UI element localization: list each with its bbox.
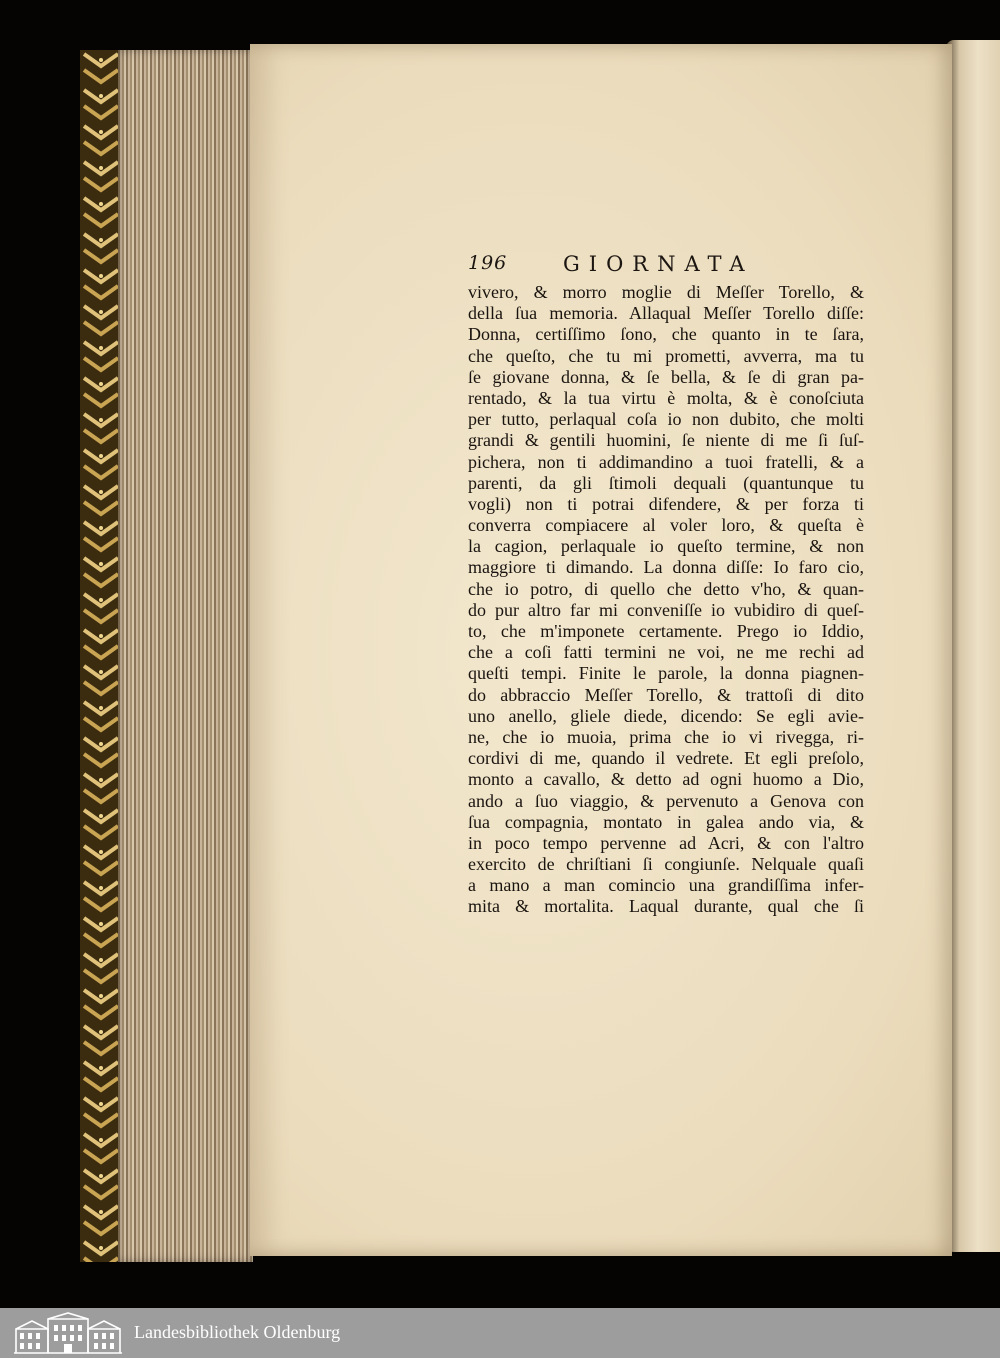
facing-page-edge (946, 40, 1000, 1252)
text-line: rentado, & la tua virtu è molta, & è conoſciuta (468, 387, 864, 408)
body-text (468, 282, 864, 918)
text-line: della ſua memoria. Allaqual Meſſer Torello diſſe: (468, 303, 864, 324)
page-edges (118, 50, 253, 1262)
text-line: pichera, non ti addimandino a tuoi fratelli, & a (468, 451, 864, 472)
text-line: in poco tempo pervenne ad Acri, & con l'altro (468, 832, 864, 853)
text-line: uno anello, gliele diede, dicendo: Se egli avie- (468, 705, 864, 726)
text-line: converra compiacere al voler loro, & queſta è (468, 515, 864, 536)
text-line: ſe giovane donna, & ſe bella, & ſe di gran pa- (468, 366, 864, 387)
text-line: do abbraccio Meſſer Torello, & trattoſi di dito (468, 684, 864, 705)
page-number: 196 (468, 252, 508, 274)
text-line: ne, che io muoia, prima che io vi rivegga, ri- (468, 726, 864, 747)
text-line: mita & mortalita. Laqual durante, qual che ſi (468, 896, 864, 917)
page-header (468, 252, 860, 280)
text-line: vogli) non ti potrai difendere, & per forza ti (468, 493, 864, 514)
text-line: che queſto, che tu mi prometti, avverra, ma tu (468, 345, 864, 366)
text-line: queſti tempi. Finite le parole, la donna piagnen- (468, 663, 864, 684)
text-line: exercito de chriſtiani ſi congiunſe. Nelquale quaſi (468, 854, 864, 875)
text-line: ando a ſuo viaggio, & pervenuto a Genova con (468, 790, 864, 811)
gilt-spine-edge (80, 50, 122, 1262)
text-line: Donna, certiſſimo ſono, che quanto in te ſara, (468, 324, 864, 345)
text-line: per tutto, perlaqual coſa io non dubito, che molti (468, 409, 864, 430)
text-line: grandi & gentili huomini, ſe niente di me ſi ſuſ- (468, 430, 864, 451)
text-line: monto a cavallo, & detto ad ogni huomo a Dio, (468, 769, 864, 790)
text-line: maggiore ti dimando. La donna diſſe: Io faro cio, (468, 557, 864, 578)
text-line: vivero, & morro moglie di Meſſer Torello, & (468, 282, 864, 302)
library-footer (0, 1308, 1000, 1358)
text-line: la cagion, perlaquale io queſto termine, & non (468, 536, 864, 557)
text-line: do pur altro far mi conveniſſe io vubidiro di queſ- (468, 599, 864, 620)
text-line: a mano a man comincio una grandiſſima infer- (468, 875, 864, 896)
text-line: ſua compagnia, montato in galea ando via, & (468, 811, 864, 832)
text-line: cordivi di me, quando il vedrete. Et egli preſolo, (468, 748, 864, 769)
library-building-logo (12, 1311, 124, 1355)
text-line: che io potro, di quello che detto v'ho, & quan- (468, 578, 864, 599)
spine-ornament-pattern (80, 50, 122, 1262)
text-line: to, che m'imponete certamente. Prego io Iddio, (468, 621, 864, 641)
text-line: parenti, da gli ſtimoli dequali (quantunque tu (468, 472, 864, 493)
running-title: GIORNATA (563, 252, 754, 276)
text-line: che a coſi fatti termini ne voi, ne me rechi ad (468, 642, 864, 663)
library-name: Landesbibliothek Oldenburg (134, 1322, 341, 1342)
